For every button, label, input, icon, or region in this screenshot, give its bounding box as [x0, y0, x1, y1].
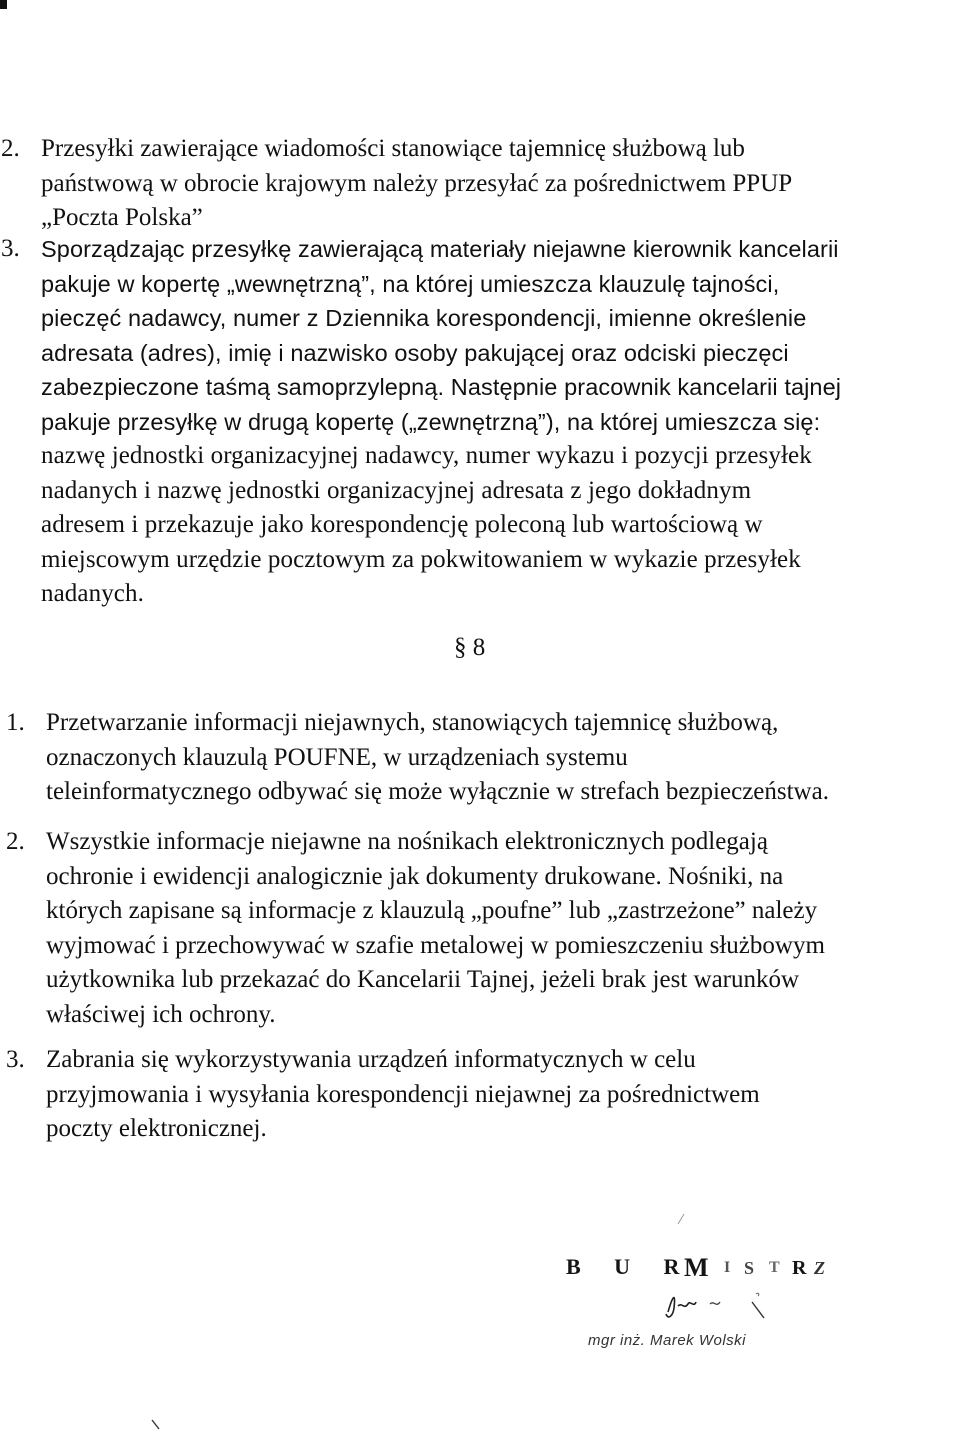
svg-text:T: T [769, 1259, 789, 1276]
text-line: adresem i przekazuje jako korespondencję poleconą lub wartościową w [41, 511, 763, 538]
text-line: Wszystkie informacje niejawne na nośnikach elektronicznych podlegają [46, 828, 768, 855]
section-8-item-1 [6, 706, 946, 810]
text-line: przyjmowania i wysyłania korespondencji niejawnej za pośrednictwem [46, 1080, 760, 1108]
text-line: nadanych i nazwę jednostki organizacyjnej adresata z jego dokładnym [41, 476, 752, 504]
text-line: państwową w obrocie krajowym należy przesyłać za pośrednictwem PPUP [41, 169, 793, 197]
svg-text:B U R: B U R [566, 1254, 694, 1279]
text-line: właściwej ich ochrony. [46, 1000, 276, 1028]
text-line: adresata (adres), imię i nazwisko osoby pakującej oraz odciski pieczęci [41, 339, 789, 366]
section-heading: § 8 [454, 634, 486, 661]
svg-text:R: R [792, 1257, 816, 1279]
text-line: użytkownika lub przekazać do Kancelarii Tajnej, jeżeli brak jest warunków [46, 966, 800, 993]
text-line: wyjmować i przechowywać w szafie metalowej w pomieszczeniu służbowym [46, 931, 825, 959]
svg-text:M: M [684, 1253, 718, 1282]
paragraph-3-top [1, 232, 941, 612]
text-line: pakuje przesyłkę w drugą kopertę („zewnętrzną”), na której umieszcza się: [41, 408, 821, 435]
handwritten-signature [660, 1280, 790, 1330]
svg-text:S: S [744, 1258, 764, 1278]
text-line: nazwę jednostki organizacyjnej nadawcy, numer wykazu i pozycji przesyłek [41, 442, 812, 469]
text-line: zabezpieczone taśmą samoprzylepną. Następnie pracownik kancelarii tajnej [41, 374, 842, 400]
text-line: poczty elektronicznej. [46, 1115, 267, 1142]
text-line: oznaczonych klauzulą POUFNE, w urządzeniach systemu [46, 743, 628, 771]
section-8-item-2 [6, 825, 946, 1032]
item-number: 2. [6, 828, 25, 855]
item-number: 3. [1, 235, 20, 262]
stray-mark [676, 1212, 688, 1226]
item-number: 2. [1, 135, 20, 162]
text-line: „Poczta Polska” [41, 204, 203, 231]
signatory-name: mgr inż. Marek Wolski [588, 1332, 747, 1349]
text-line: Sporządzając przesyłkę zawierającą materiały niejawne kierownik kancelarii [41, 236, 839, 262]
text-line: pakuje w kopertę „wewnętrzną”, na której umieszcza klauzulę tajności, [41, 270, 780, 297]
section-8-item-3 [6, 1043, 946, 1147]
corner-mark [0, 0, 14, 14]
text-line: Zabrania się wykorzystywania urządzeń informatycznych w celu [46, 1046, 696, 1073]
item-number: 1. [6, 709, 25, 736]
text-line: pieczęć nadawcy, numer z Dziennika korespondencji, imienne określenie [41, 305, 807, 331]
text-line: teleinformatycznego odbywać się może wyłącznie w strefach bezpieczeństwa. [46, 778, 829, 805]
text-line: których zapisane są informacje z klauzulą „poufne” lub „zastrzeżone” należy [46, 897, 818, 924]
paragraph-2-top [1, 132, 941, 236]
text-line: nadanych. [41, 580, 144, 607]
svg-text:Z: Z [814, 1258, 834, 1278]
text-line: Przesyłki zawierające wiadomości stanowiące tajemnicę służbową lub [41, 135, 745, 162]
stray-mark [150, 1418, 164, 1432]
item-number: 3. [6, 1046, 25, 1073]
text-line: ochronie i ewidencji analogicznie jak dokumenty drukowane. Nośniki, na [46, 862, 784, 890]
svg-text:I: I [724, 1259, 740, 1276]
text-line: miejscowym urzędzie pocztowym za pokwitowaniem w wykazie przesyłek [41, 545, 801, 573]
text-line: Przetwarzanie informacji niejawnych, stanowiących tajemnicę służbową, [46, 709, 779, 736]
